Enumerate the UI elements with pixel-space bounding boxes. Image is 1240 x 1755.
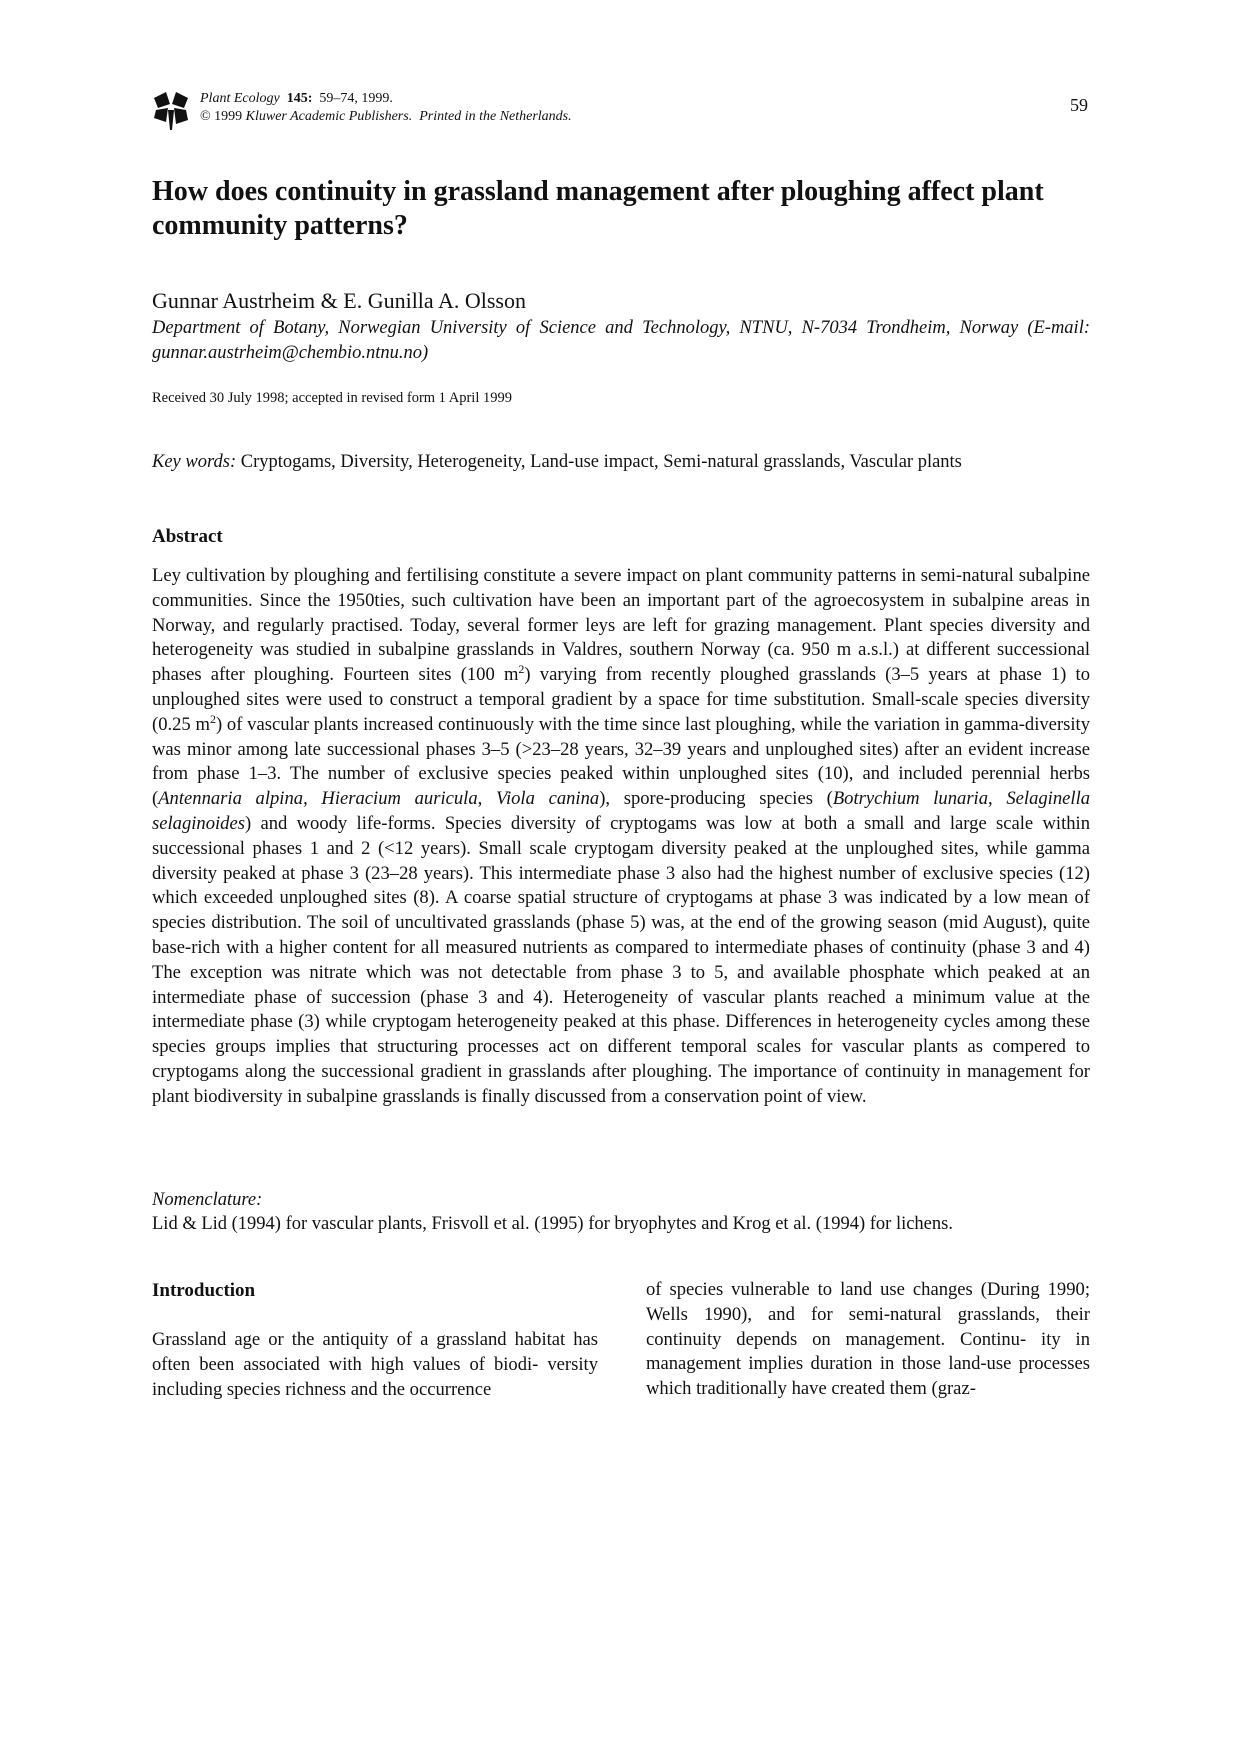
abstract-part: ) and woody life-forms. Species diversity of cryptogams was low at both a small and large scale within successional phases 1 and 2 (<12 years). Small scale cryptogam diversity peaked at the unploughed sites, while gamma diversity peaked at phase 3 (23–28 years). This intermediate phase 3 also had the highest number of exclusive species (12) which exceeded unploughed sites (8). A coarse spatial structure of cryptogams at phase 3 was indicated by a low mean of species distribution. The soil of uncultivated grasslands (phase 5) was, at the end of the growing season (mid August), quite base-rich with a higher content for all measured nutrients as compared to intermediate phases of continuity (phase 3 and 4) The exception was nitrate which was not detectable from phase 3 to 5, and available phosphate which peaked at an intermediate phase of succession (phase 3 and 4). Heterogeneity of vascular plants reached a minimum value at the intermediate phase (3) while cryptogam heterogeneity peaked at this phase. Differences in heterogeneity cycles among these species groups implies that structuring processes act on different temporal scales for vascular plants as compered to cryptogams along the successional gradient in grasslands after ploughing. The importance of continuity in management for plant biodiversity in subalpine grasslands is finally discussed from a conservation point of view. (152, 812, 1090, 1107)
affiliation: Department of Botany, Norwegian University of Science and Technology, NTNU, N-7034 Trondheim, Norway (E-mail: gunnar.austrheim@chembio.ntnu.no) (152, 318, 1090, 363)
copyright-prefix: © 1999 (200, 109, 246, 124)
separator: , (988, 788, 1007, 810)
received-date: Received 30 July 1998; accepted in revised form 1 April 1999 (152, 390, 512, 406)
introduction-column-right: of species vulnerable to land use changes (During 1990; Wells 1990), and for semi-natural grasslands, their continuity depends on management. Continu- ity in management implies duration in those land-use processes which traditionally have created them (graz- (646, 1279, 1090, 1400)
page-number: 59 (1070, 95, 1088, 115)
species-name: Hieracium auricula (321, 788, 478, 810)
abstract-part: ), spore-producing species ( (599, 788, 833, 810)
species-name: Botrychium lunaria (832, 788, 989, 810)
journal-volume: 145: (286, 91, 313, 106)
abstract-text (152, 564, 1090, 1110)
species-name: Viola canina (495, 788, 600, 810)
paper-title: How does continuity in grassland management after ploughing affect plant community patterns? (152, 176, 1044, 241)
authors: Gunnar Austrheim & E. Gunilla A. Olsson (152, 288, 526, 313)
keywords (152, 452, 1092, 473)
superscript: 2 (518, 662, 525, 676)
abstract-part: ) of vascular plants increased continuously with the time since last ploughing, while the variation in gamma-diversity was minor among late successional phases 3–5 (>23–28 years, 32–39 years and unploughed sites) after an evident increase from phase 1–3. The number of exclusive species peaked within unploughed sites (10), and included perennial herbs ( (152, 713, 1090, 810)
printed-note: Printed in the Netherlands. (419, 109, 572, 124)
journal-citation (200, 90, 572, 126)
nomenclature-text: Lid & Lid (1994) for vascular plants, Frisvoll et al. (1995) for bryophytes and Krog et al. (1994) for lichens. (152, 1214, 953, 1234)
nomenclature-heading: Nomenclature: (152, 1190, 263, 1210)
keywords-label: Key words: (152, 452, 237, 472)
species-name: Selaginella selaginoides (152, 788, 1091, 834)
separator: , (303, 788, 322, 810)
journal-pages: 59–74, 1999. (319, 91, 393, 106)
keywords-text: Cryptogams, Diversity, Heterogeneity, Land-use impact, Semi-natural grasslands, Vascular plants (240, 452, 962, 472)
publisher-name: Kluwer Academic Publishers. (245, 109, 413, 124)
publisher-logo-icon (152, 88, 190, 130)
species-name: Antennaria alpina (158, 788, 304, 810)
abstract-part: ) varying from recently ploughed grasslands (3–5 years at phase 1) to unploughed sites were used to construct a temporal gradient by a space for time substitution. Small-scale species diversity (0.25 m (152, 664, 1090, 735)
separator: , (477, 788, 496, 810)
superscript: 2 (209, 711, 216, 726)
journal-name: Plant Ecology (200, 91, 280, 106)
introduction-column-left: Grassland age or the antiquity of a grassland habitat has often been associated with high values of biodi- versity including species richness and the occurrence (152, 1329, 598, 1400)
abstract-part: Ley cultivation by ploughing and fertilising constitute a severe impact on plant community patterns in semi-natural subalpine communities. Since the 1950ties, such cultivation have been an important part of the agroecosystem in subalpine areas in Norway, and regularly practised. Today, several former leys are left for grazing management. Plant species diversity and heterogeneity was studied in subalpine grasslands in Valdres, southern Norway (ca. 950 m a.s.l.) at different successional phases after ploughing. Fourteen sites (100 m (152, 565, 1090, 686)
abstract-heading: Abstract (152, 526, 223, 547)
introduction-heading: Introduction (152, 1280, 256, 1301)
